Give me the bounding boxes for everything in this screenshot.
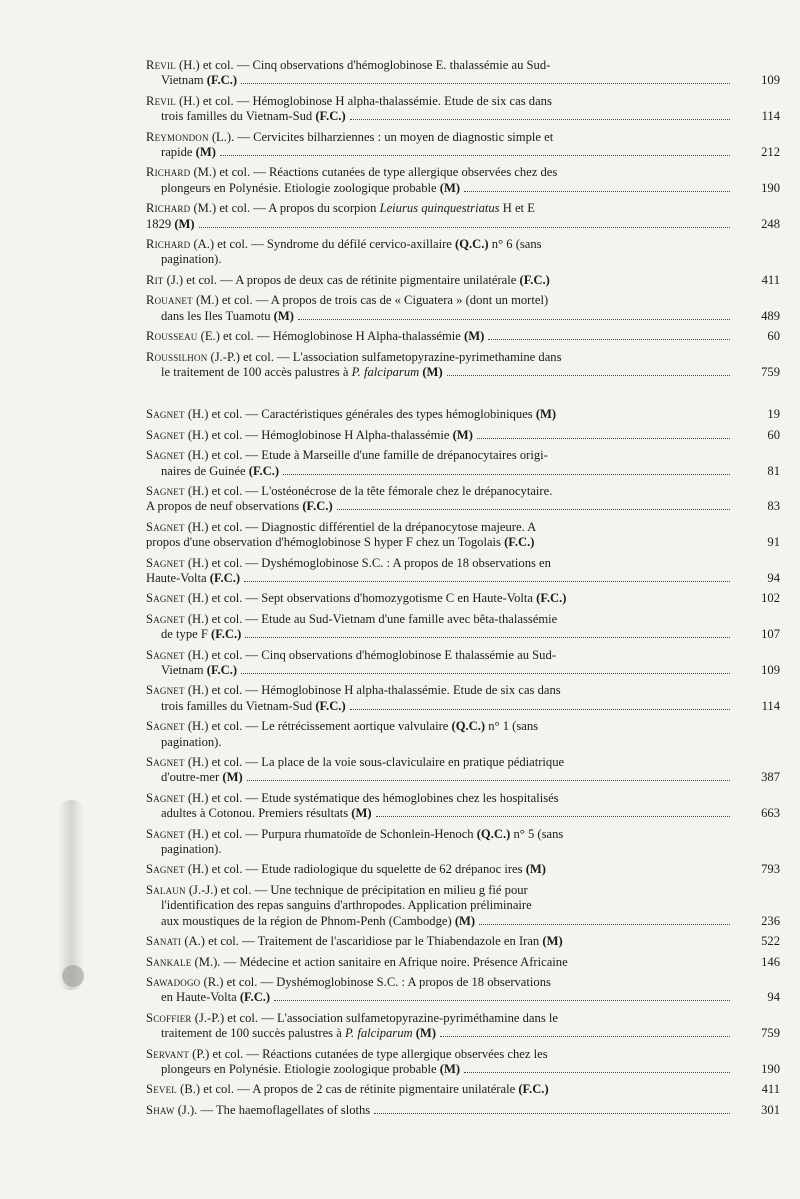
page-number: 94 <box>767 990 780 1005</box>
entry-type: (Q.C.) <box>455 237 489 252</box>
entry-author: Reymondon <box>146 129 209 144</box>
entry-text: (M.). — Médecine et action sanitaire en Afrique noire. Présence Africaine <box>191 954 568 969</box>
index-entry <box>146 683 780 714</box>
index-entry <box>146 93 780 125</box>
entry-author: Sagnet <box>146 483 185 498</box>
entry-last-text: d'outre-mer <box>161 770 223 785</box>
entry-last-text: Vietnam <box>161 73 207 88</box>
entry-last-text: en Haute-Volta <box>161 990 240 1005</box>
entry-type: (M) <box>454 913 476 928</box>
page-number: 793 <box>761 862 780 877</box>
dot-leader <box>350 709 730 710</box>
dot-leader <box>298 319 730 320</box>
entry-last-text: plongeurs en Polynésie. Etiologie zoologique probable <box>161 1061 440 1076</box>
page-number: 236 <box>761 913 780 928</box>
index-entry <box>146 427 780 443</box>
entry-text-after: n° 1 (sans <box>485 719 539 734</box>
index-entries <box>146 58 780 1123</box>
entry-last-text: plongeurs en Polynésie. Etiologie zoologique probable <box>161 180 440 195</box>
entry-text: (H.) et col. — Cinq observations d'hémoglobinose E thalassémie au Sud- <box>184 647 556 662</box>
entry-last-text: naires de Guinée <box>161 463 249 478</box>
dot-leader <box>241 83 730 84</box>
page-number: 91 <box>767 535 780 550</box>
dot-leader <box>220 155 730 156</box>
entry-last-text: adultes à Cotonou. Premiers résultats <box>161 806 352 821</box>
entry-type: (M) <box>419 364 443 379</box>
entry-author: Sankale <box>146 954 192 969</box>
entry-type: (M) <box>273 308 294 323</box>
entry-author: Sagnet <box>146 519 185 534</box>
page-number: 114 <box>761 109 780 124</box>
entry-text: (A.) et col. — Traitement de l'ascaridiose par le Thiabendazole en Iran <box>181 934 543 949</box>
index-entry <box>146 954 780 970</box>
index-entry <box>146 329 780 344</box>
entry-last-text: le traitement de 100 accès palustres à <box>161 364 352 379</box>
page-number: 411 <box>761 1082 780 1097</box>
dot-leader <box>245 637 730 638</box>
index-entry <box>146 790 780 822</box>
entry-italic: P. falciparum <box>351 364 420 379</box>
entry-last-text: dans les Iles Tuamotu <box>161 308 274 323</box>
entry-author: Rit <box>146 272 164 287</box>
entry-text: (J.) et col. — A propos de deux cas de rétinite pigmentaire unilatérale <box>163 272 520 287</box>
entry-text: (E.) et col. — Hémoglobinose H Alpha-thalassémie <box>197 329 465 344</box>
page-number: 301 <box>761 1102 780 1117</box>
entry-type: (F.C.) <box>248 463 280 478</box>
entry-type: (Q.C.) <box>476 826 511 841</box>
index-entry <box>146 719 734 750</box>
entry-author: Sagnet <box>146 611 185 626</box>
entry-author: Roussilhon <box>146 349 208 364</box>
section-gap <box>146 385 734 407</box>
dot-leader <box>464 191 730 192</box>
index-entry <box>146 647 780 679</box>
dot-leader <box>199 227 730 228</box>
entry-text: (H.) et col. — Dyshémoglobinose S.C. : A propos de 18 observations en <box>184 555 551 570</box>
entry-type: (M) <box>174 216 195 231</box>
entry-text: (J.). — The haemoflagellates of sloths <box>174 1102 371 1117</box>
entry-text-after: n° 5 (sans <box>510 826 564 841</box>
entry-last-text: trois familles du Vietnam-Sud <box>161 698 316 713</box>
page-number: 109 <box>761 73 780 88</box>
entry-text: (A.) et col. — Syndrome du défilé cervico-axillaire <box>190 237 456 252</box>
entry-type: (F.C.) <box>209 570 241 585</box>
page-number: 489 <box>761 308 780 323</box>
index-entry <box>146 882 780 929</box>
page-number: 81 <box>767 463 780 478</box>
entry-text: (H.) et col. — Etude radiologique du squelette de 62 drépanoc ires <box>184 862 526 877</box>
entry-type: (M) <box>535 407 557 422</box>
entry-type: (F.C.) <box>239 990 271 1005</box>
entry-type: (M) <box>525 862 546 877</box>
dot-leader <box>241 673 730 674</box>
entry-italic: P. falciparum <box>344 1026 413 1041</box>
entry-author: Sagnet <box>146 683 185 698</box>
entry-last-text: pagination). <box>161 734 222 749</box>
dot-leader <box>447 375 730 376</box>
index-entry <box>146 519 780 551</box>
page-number: 387 <box>761 770 780 785</box>
entry-author: Sevel <box>146 1082 177 1097</box>
entry-last-text: Vietnam <box>161 663 207 677</box>
entry-type: (F.C.) <box>206 73 238 88</box>
entry-last-text: propos d'une observation d'hémoglobinose S hyper F chez un Togolais <box>146 535 505 550</box>
index-entry <box>146 611 780 643</box>
entry-author: Shaw <box>146 1102 175 1117</box>
entry-author: Sagnet <box>146 862 185 877</box>
entry-text: (H.) et col. — Etude systématique des hémoglobines chez les hospitalisés <box>184 790 559 805</box>
entry-last-text: trois familles du Vietnam-Sud <box>161 109 316 124</box>
index-entry <box>146 272 780 288</box>
dot-leader <box>283 474 730 475</box>
page-number: 759 <box>761 1026 780 1041</box>
entry-italic: Leiurus quinquestriatus <box>379 201 500 216</box>
index-entry <box>146 827 734 858</box>
entry-author: Sagnet <box>146 427 185 442</box>
entry-type: (M) <box>439 1061 461 1076</box>
entry-author: Scoffier <box>146 1010 192 1025</box>
page-number: 212 <box>761 145 780 160</box>
entry-type: (M) <box>439 180 461 195</box>
entry-author: Sagnet <box>146 826 185 841</box>
index-entry <box>146 555 780 587</box>
index-entry <box>146 1082 780 1097</box>
paper-stain-spot <box>62 965 84 987</box>
index-entry <box>146 165 780 196</box>
page-number: 190 <box>761 180 780 195</box>
entry-type: (M) <box>351 806 372 821</box>
entry-text: (H.) et col. — Sept observations d'homozygotisme C en Haute-Volta <box>184 591 537 606</box>
page-number: 248 <box>761 216 780 231</box>
entry-type: (M) <box>412 1026 437 1041</box>
entry-author: Sagnet <box>146 448 185 463</box>
entry-author: Servant <box>146 1046 190 1061</box>
page-number: 102 <box>761 591 780 606</box>
entry-text: (B.) et col. — A propos de 2 cas de rétinite pigmentaire unilatérale <box>177 1082 519 1097</box>
entry-text: (J.-P.) et col. — L'association sulfametopyrazine-pyriméthamine dans le <box>191 1010 558 1025</box>
entry-text: (H.) et col. — Diagnostic différentiel de la drépanocytose majeure. A <box>184 519 537 534</box>
entry-last-text: rapide <box>161 145 196 160</box>
entry-author: Rousseau <box>146 329 198 344</box>
dot-leader <box>350 119 730 120</box>
entry-author: Rouanet <box>146 293 193 308</box>
entry-text: (M.) et col. — Réactions cutanées de type allergique observées chez des <box>190 165 558 180</box>
dot-leader <box>274 1000 730 1001</box>
index-entry <box>146 349 780 381</box>
entry-last-text: pagination). <box>161 842 222 857</box>
entry-author: Sagnet <box>146 407 185 422</box>
entry-type: (M) <box>542 934 563 949</box>
entry-text: (H.) et col. — Purpura rhumatoïde de Schonlein-Henoch <box>184 826 477 841</box>
entry-type: (F.C.) <box>211 627 242 642</box>
entry-author: Sagnet <box>146 647 185 662</box>
index-entry <box>146 934 780 949</box>
index-entry <box>146 58 780 89</box>
entry-text: (H.) et col. — Hémoglobinose H alpha-thalassémie. Etude de six cas dans <box>175 93 552 108</box>
entry-author: Sagnet <box>146 555 185 570</box>
entry-type: (F.C.) <box>518 1082 549 1097</box>
entry-last-text: aux moustiques de la région de Phnom-Penh (Cambodge) <box>161 913 455 928</box>
entry-text: (H.) et col. — Etude à Marseille d'une famille de drépanocytaires origi- <box>184 448 548 463</box>
entry-last-text: A propos de neuf observations <box>146 499 303 514</box>
page-number: 114 <box>761 698 780 713</box>
entry-last-text: de type F <box>161 627 212 642</box>
entry-type: (F.C.) <box>519 272 550 287</box>
index-entry <box>146 293 780 324</box>
entry-text: (R.) et col. — Dyshémoglobinose S.C. : A propos de 18 observations <box>200 974 551 989</box>
dot-leader <box>376 816 730 817</box>
index-entry <box>146 1046 780 1078</box>
entry-type: (M) <box>464 329 485 344</box>
entry-text: (H.) et col. — Cinq observations d'hémoglobinose E. thalassémie au Sud- <box>175 58 551 72</box>
entry-text: (H.) et col. — L'ostéonécrose de la tête fémorale chez le drépanocytaire. <box>184 483 553 498</box>
page-number: 83 <box>767 499 780 514</box>
entry-author: Salaun <box>146 882 186 897</box>
entry-author: Sagnet <box>146 790 185 805</box>
page-number: 19 <box>767 407 780 422</box>
index-entry <box>146 1010 780 1042</box>
entry-author: Sanati <box>146 934 182 949</box>
entry-type: (F.C.) <box>302 499 333 514</box>
entry-text: (M.) et col. — A propos de trois cas de « Ciguatera » (dont un mortel) <box>192 293 549 308</box>
index-entry <box>146 1102 780 1118</box>
entry-last-text: 1829 <box>146 216 175 231</box>
dot-leader <box>464 1072 730 1073</box>
page-number: 107 <box>761 627 780 642</box>
entry-type: (F.C.) <box>315 698 346 713</box>
entry-type: (F.C.) <box>536 591 567 606</box>
page-number: 663 <box>761 806 780 821</box>
entry-type: (Q.C.) <box>451 719 486 734</box>
entry-author: Revil <box>146 58 176 72</box>
entry-author: Richard <box>146 165 191 180</box>
entry-author: Sagnet <box>146 719 185 734</box>
entry-type: (F.C.) <box>315 109 346 124</box>
entry-last-text: Haute-Volta <box>146 570 210 585</box>
entry-last-text: traitement de 100 succès palustres à <box>161 1026 345 1041</box>
dot-leader <box>374 1113 730 1114</box>
index-entry <box>146 974 780 1006</box>
entry-last-text: pagination). <box>161 252 222 267</box>
page-number: 190 <box>761 1061 780 1076</box>
dot-leader <box>488 339 730 340</box>
index-entry <box>146 237 734 268</box>
index-entry <box>146 862 780 877</box>
index-entry <box>146 201 780 232</box>
page-number: 522 <box>761 934 780 949</box>
dot-leader <box>479 924 730 925</box>
index-entry <box>146 448 780 479</box>
entry-text: (H.) et col. — Caractéristiques générales des types hémoglobiniques <box>184 407 536 422</box>
index-entry <box>146 755 780 786</box>
entry-text: (L.). — Cervicites bilharziennes : un moyen de diagnostic simple et <box>208 129 554 144</box>
dot-leader <box>244 581 730 582</box>
entry-type: (F.C.) <box>504 535 535 550</box>
entry-author: Richard <box>146 237 191 252</box>
paper-stain <box>58 800 84 990</box>
entry-text: (H.) et col. — Etude au Sud-Vietnam d'une famille avec bêta-thalassémie <box>184 611 558 626</box>
index-entry <box>146 407 780 422</box>
page-number: 60 <box>767 427 780 442</box>
page-number: 759 <box>761 364 780 379</box>
entry-author: Revil <box>146 93 176 108</box>
entry-type: (M) <box>195 145 216 160</box>
page-number: 146 <box>761 954 780 969</box>
index-entry <box>146 129 780 161</box>
entry-text: (H.) et col. — Hémoglobinose H Alpha-thalassémie <box>184 427 453 442</box>
entry-text: (H.) et col. — Le rétrécissement aortique valvulaire <box>184 719 452 734</box>
entry-text-after: H et E <box>499 201 535 216</box>
dot-leader <box>477 438 730 439</box>
entry-text: (M.) et col. — A propos du scorpion <box>190 201 380 216</box>
index-entry <box>146 483 780 515</box>
entry-text: (J.-J.) et col. — Une technique de précipitation en milieu g fié pour <box>185 882 528 897</box>
dot-leader <box>247 780 730 781</box>
page-number: 94 <box>767 570 780 585</box>
entry-author: Sagnet <box>146 755 185 770</box>
dot-leader <box>440 1036 730 1037</box>
entry-text: (J.-P.) et col. — L'association sulfametopyrazine-pyrimethamine dans <box>207 349 562 364</box>
entry-text: (P.) et col. — Réactions cutanées de type allergique observées chez les <box>189 1046 548 1061</box>
entry-text: (H.) et col. — La place de la voie sous-claviculaire en pratique pédiatrique <box>184 755 565 770</box>
entry-text: (H.) et col. — Hémoglobinose H alpha-thalassémie. Etude de six cas dans <box>184 683 561 698</box>
entry-text-after: n° 6 (sans <box>488 237 542 252</box>
page-number: 60 <box>767 329 780 344</box>
entry-type: (M) <box>452 427 473 442</box>
page-number: 109 <box>761 663 780 677</box>
entry-author: Sawadogo <box>146 974 201 989</box>
page-number: 411 <box>761 272 780 287</box>
entry-type: (F.C.) <box>206 663 238 677</box>
dot-leader <box>337 509 730 510</box>
index-entry <box>146 591 780 606</box>
entry-type: (M) <box>222 770 243 785</box>
entry-author: Richard <box>146 201 191 216</box>
entry-author: Sagnet <box>146 591 185 606</box>
entry-continuation: l'identification des repas sanguins d'arthropodes. Application préliminaire <box>161 898 532 913</box>
